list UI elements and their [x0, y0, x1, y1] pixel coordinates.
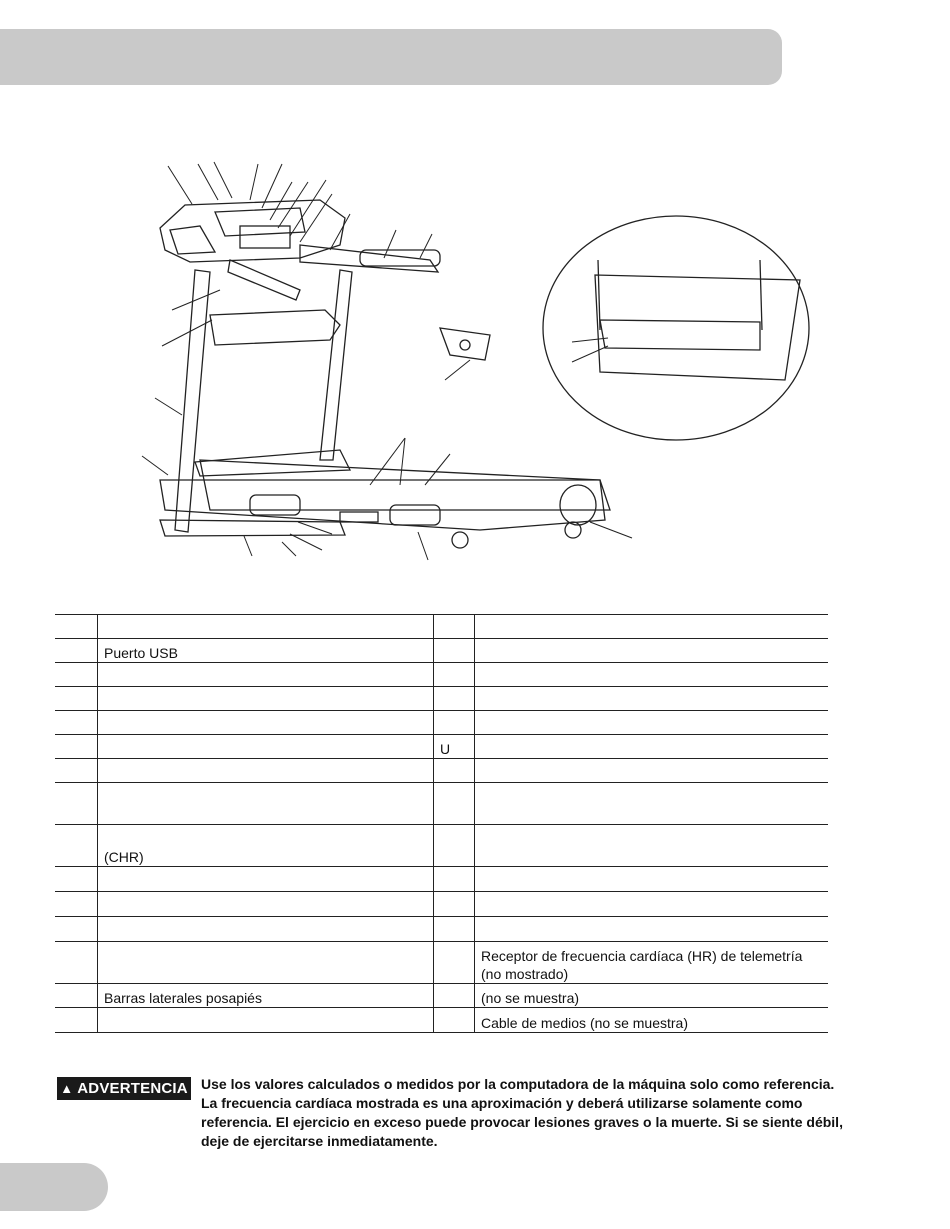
warning-badge: [57, 1077, 191, 1100]
table-row: [55, 735, 828, 759]
row-label-right: (no se muestra): [475, 984, 829, 1008]
table-row: [55, 892, 828, 917]
row-label-right: Cable de medios (no se muestra): [475, 1008, 829, 1033]
row-label-right: [475, 759, 829, 783]
row-number-left: [55, 984, 98, 1008]
row-number-right: [434, 663, 475, 687]
header-bar: [0, 29, 782, 85]
row-label-left: [98, 867, 434, 892]
row-number-left: [55, 783, 98, 825]
row-number-right: [434, 759, 475, 783]
table-row: [55, 615, 828, 639]
row-label-right: [475, 615, 829, 639]
row-number-left: [55, 735, 98, 759]
table-row: [55, 1008, 828, 1033]
row-label-right: [475, 917, 829, 942]
row-number-right: [434, 615, 475, 639]
row-label-left: Barras laterales posapiés: [98, 984, 434, 1008]
row-number-left: [55, 759, 98, 783]
row-number-right: [434, 1008, 475, 1033]
row-number-left: [55, 825, 98, 867]
table-row: [55, 663, 828, 687]
row-number-right: [434, 711, 475, 735]
treadmill-diagram: [0, 150, 950, 580]
row-label-right: [475, 735, 829, 759]
table-row: [55, 917, 828, 942]
table-row: [55, 759, 828, 783]
row-number-left: [55, 942, 98, 984]
warning-text: Use los valores calculados o medidos por la computadora de la máquina solo como referencia. La frecuencia cardíaca mostrada es una aproximación y deberá utilizarse solamente como referencia. El ejercicio en exceso puede provocar lesiones graves o la muerte. Si se siente débil, deje de ejercitarse inmediatamente.: [201, 1076, 843, 1149]
row-number-left: [55, 1008, 98, 1033]
row-label-right: [475, 711, 829, 735]
row-number-left: [55, 615, 98, 639]
row-label-left: [98, 1008, 434, 1033]
row-label-left: [98, 711, 434, 735]
row-number-right: [434, 639, 475, 663]
row-number-left: [55, 711, 98, 735]
table-row: [55, 783, 828, 825]
row-label-left: [98, 687, 434, 711]
row-number-left: [55, 639, 98, 663]
row-label-left: [98, 917, 434, 942]
row-label-right: [475, 892, 829, 917]
row-number-left: [55, 867, 98, 892]
row-label-right: [475, 663, 829, 687]
row-number-left: [55, 663, 98, 687]
parts-table: [55, 614, 828, 1033]
table-row: [55, 639, 828, 663]
row-label-left: [98, 783, 434, 825]
row-label-right: [475, 639, 829, 663]
row-number-right: [434, 867, 475, 892]
row-label-right: [475, 687, 829, 711]
row-label-left: Puerto USB: [98, 639, 434, 663]
page-number-tab: [0, 1163, 108, 1211]
row-label-right: [475, 825, 829, 867]
row-number-right: [434, 825, 475, 867]
row-number-right: [434, 892, 475, 917]
row-label-left: [98, 942, 434, 984]
row-number-left: [55, 892, 98, 917]
row-number-right: [434, 783, 475, 825]
row-number-right: [434, 984, 475, 1008]
row-label-left: [98, 759, 434, 783]
row-label-left: [98, 615, 434, 639]
row-label-left: [98, 735, 434, 759]
row-number-right: U: [434, 735, 475, 759]
row-label-left: [98, 663, 434, 687]
warning-triangle-icon: ▲: [60, 1081, 74, 1096]
row-number-left: [55, 687, 98, 711]
table-row: [55, 984, 828, 1008]
row-label-left: [98, 892, 434, 917]
table-row: [55, 867, 828, 892]
warning-badge-label: ADVERTENCIA: [77, 1080, 188, 1097]
table-row: [55, 942, 828, 984]
row-number-right: [434, 917, 475, 942]
table-row: [55, 825, 828, 867]
row-number-right: [434, 942, 475, 984]
row-label-right: [475, 783, 829, 825]
row-label-left: (CHR): [98, 825, 434, 867]
row-number-right: [434, 687, 475, 711]
row-number-left: [55, 917, 98, 942]
row-label-right: Receptor de frecuencia cardíaca (HR) de telemetría (no mostrado): [475, 942, 829, 984]
table-row: [55, 687, 828, 711]
table-row: [55, 711, 828, 735]
row-label-right: [475, 867, 829, 892]
